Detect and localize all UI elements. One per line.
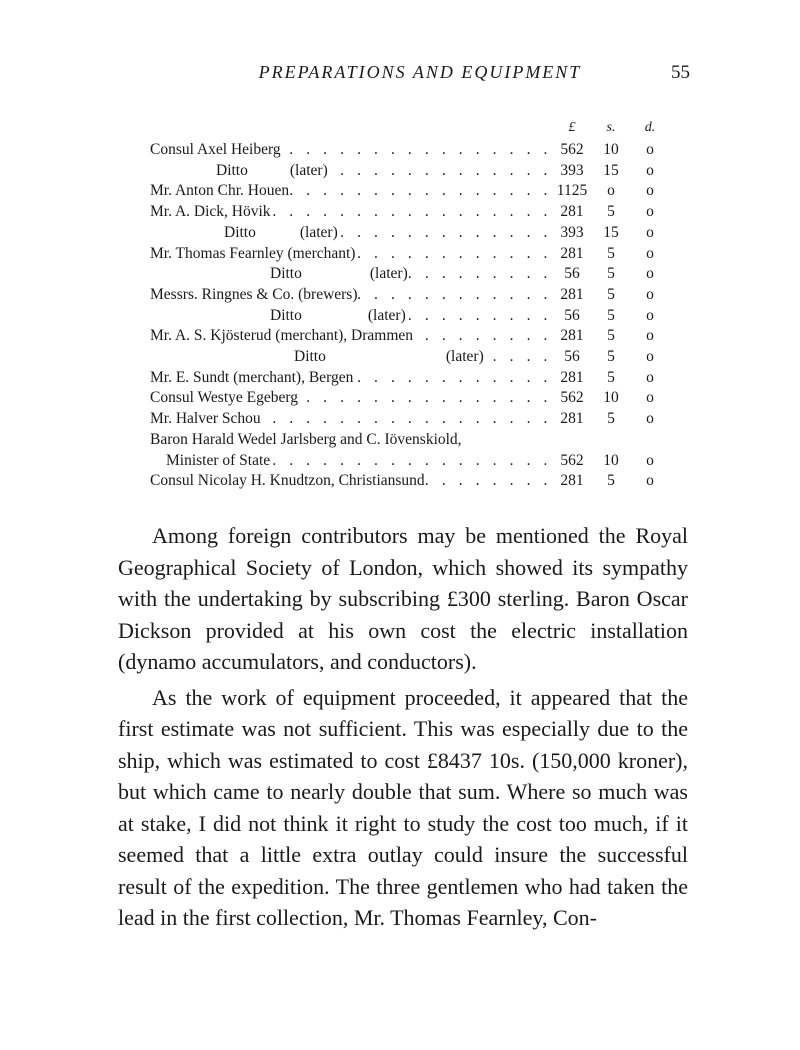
contributor-name: Ditto — [270, 265, 302, 283]
amount-pence: o — [646, 223, 654, 241]
amount-pence: o — [646, 285, 654, 303]
amount-pence: o — [646, 141, 654, 158]
amount-shillings: 5 — [607, 285, 615, 303]
contributor-name: Mr. A. S. Kjösterud (merchant), Drammen — [150, 327, 414, 345]
paragraph: Among foreign contributors may be mentioned the Royal Geographical Society of London, which showed its sympathy with the undertaking by subscribing £300 sterling. Baron Oscar Dickson provided at his own cost the electric installation (dynamo accumulators, and conductors). — [118, 523, 688, 674]
amount-pence: o — [646, 203, 654, 221]
amount-pence: o — [646, 244, 654, 262]
contributor-name: Consul Axel Heiberg — [150, 141, 281, 158]
amount-pounds: 281 — [560, 203, 584, 221]
amount-shillings: 5 — [607, 265, 615, 283]
contributor-name: Mr. Thomas Fearnley (merchant) — [150, 244, 356, 262]
running-head — [150, 62, 690, 86]
amount-shillings: 5 — [607, 306, 615, 324]
table-row — [150, 223, 670, 244]
amount-shillings: 15 — [603, 161, 619, 179]
contributor-note: (later) — [289, 161, 328, 179]
contributor-note: (later) — [299, 223, 338, 241]
contributor-name: Consul Nicolay H. Knudtzon, Christiansund — [150, 472, 425, 490]
table-row — [150, 368, 670, 389]
amount-pounds: 281 — [560, 327, 584, 345]
contributor-name: Mr. Anton Chr. Houen — [150, 182, 290, 200]
amount-pounds: 1125 — [556, 182, 588, 200]
amount-shillings: 5 — [607, 410, 615, 428]
amount-pence: o — [646, 327, 654, 345]
table-row — [150, 388, 670, 409]
amount-pounds: 281 — [560, 410, 584, 428]
contributor-name: Messrs. Ringnes & Co. (brewers) — [150, 285, 358, 303]
amount-pence: o — [646, 265, 654, 283]
contributor-name: Consul Westye Egeberg — [150, 389, 298, 407]
paragraph: As the work of equipment proceeded, it appeared that the first estimate was not sufficient. This was especially due to the ship, which was estimated to cost £8437 10s. (150,000 kroner), but which came to nearly double that sum. Where so much was at stake, I did not think it right to study the cost too much, if it seemed that a little extra outlay could insure the successful result of the expedition. The three gentlemen who had taken the lead in the first collection, Mr. Thomas Fearnley, Con- — [118, 684, 688, 930]
table-row — [150, 285, 670, 306]
amount-pounds — [552, 430, 592, 451]
amount-pounds: 281 — [560, 285, 584, 303]
amount-pence: o — [646, 348, 654, 366]
amount-pounds: 393 — [560, 161, 584, 179]
amount-pounds: 562 — [560, 451, 584, 469]
table-row — [150, 161, 670, 182]
table-row — [150, 347, 670, 368]
amount-shillings: 5 — [607, 472, 615, 490]
amount-shillings: 10 — [603, 451, 619, 469]
table-row — [150, 430, 670, 451]
amount-shillings: 15 — [603, 223, 619, 241]
contributor-name: Mr. Halver Schou — [150, 410, 261, 428]
table-row — [150, 306, 670, 327]
amount-pence: o — [646, 410, 654, 428]
amount-pounds: 56 — [564, 265, 580, 283]
amount-pounds: 281 — [560, 368, 584, 386]
amount-pence: o — [646, 368, 654, 386]
amount-pence: o — [646, 182, 654, 200]
contributor-name: Ditto — [270, 306, 302, 324]
contributor-note: (later) — [369, 265, 408, 283]
amount-shillings: 5 — [607, 244, 615, 262]
page-number: 55 — [671, 62, 690, 83]
contributor-name: Minister of State — [166, 451, 271, 469]
table-row — [150, 409, 670, 430]
amount-pounds: 281 — [560, 244, 584, 262]
amount-pounds: 281 — [560, 472, 584, 490]
amount-shillings: 10 — [603, 389, 619, 407]
header-shillings: s. — [606, 120, 616, 135]
amount-pence: o — [646, 451, 654, 469]
amount-pence — [630, 430, 670, 451]
table-row — [150, 451, 670, 472]
amount-pence: o — [646, 161, 654, 179]
amount-pence: o — [646, 306, 654, 324]
table-row — [150, 181, 670, 202]
amount-pounds: 393 — [560, 223, 584, 241]
contributor-name: Ditto — [216, 161, 248, 179]
header-pounds: £ — [568, 120, 576, 135]
body-text — [118, 520, 688, 934]
amount-pence: o — [646, 472, 654, 490]
table-row — [150, 244, 670, 265]
amount-pence: o — [646, 389, 654, 407]
amount-shillings: 5 — [607, 368, 615, 386]
amount-shillings: 10 — [603, 141, 619, 158]
amount-shillings: o — [607, 182, 615, 200]
amount-pounds: 56 — [564, 348, 580, 366]
amount-pounds: 562 — [560, 141, 584, 158]
amount-shillings: 5 — [607, 327, 615, 345]
contributor-name: Ditto — [294, 348, 326, 366]
subscription-table — [150, 118, 670, 492]
contributor-note: (later) — [367, 306, 406, 324]
contributor-name: Ditto — [224, 223, 256, 241]
contributor-name: Mr. A. Dick, Hövik — [150, 203, 271, 221]
table-header-row — [150, 118, 670, 140]
header-pence: d. — [644, 120, 656, 135]
amount-shillings — [592, 430, 630, 451]
amount-shillings: 5 — [607, 203, 615, 221]
table-row — [150, 202, 670, 223]
contributor-name: Mr. E. Sundt (merchant), Bergen — [150, 368, 354, 386]
contributor-note: (later) — [445, 348, 484, 366]
amount-shillings: 5 — [607, 348, 615, 366]
table-row — [150, 264, 670, 285]
contributor-name: Baron Harald Wedel Jarlsberg and C. Iövenskiold, — [150, 430, 462, 448]
running-title: PREPARATIONS AND EQUIPMENT — [258, 62, 582, 82]
table-row — [150, 326, 670, 347]
table-row — [150, 471, 670, 492]
table-row — [150, 140, 670, 161]
amount-pounds: 562 — [560, 389, 584, 407]
amount-pounds: 56 — [564, 306, 580, 324]
